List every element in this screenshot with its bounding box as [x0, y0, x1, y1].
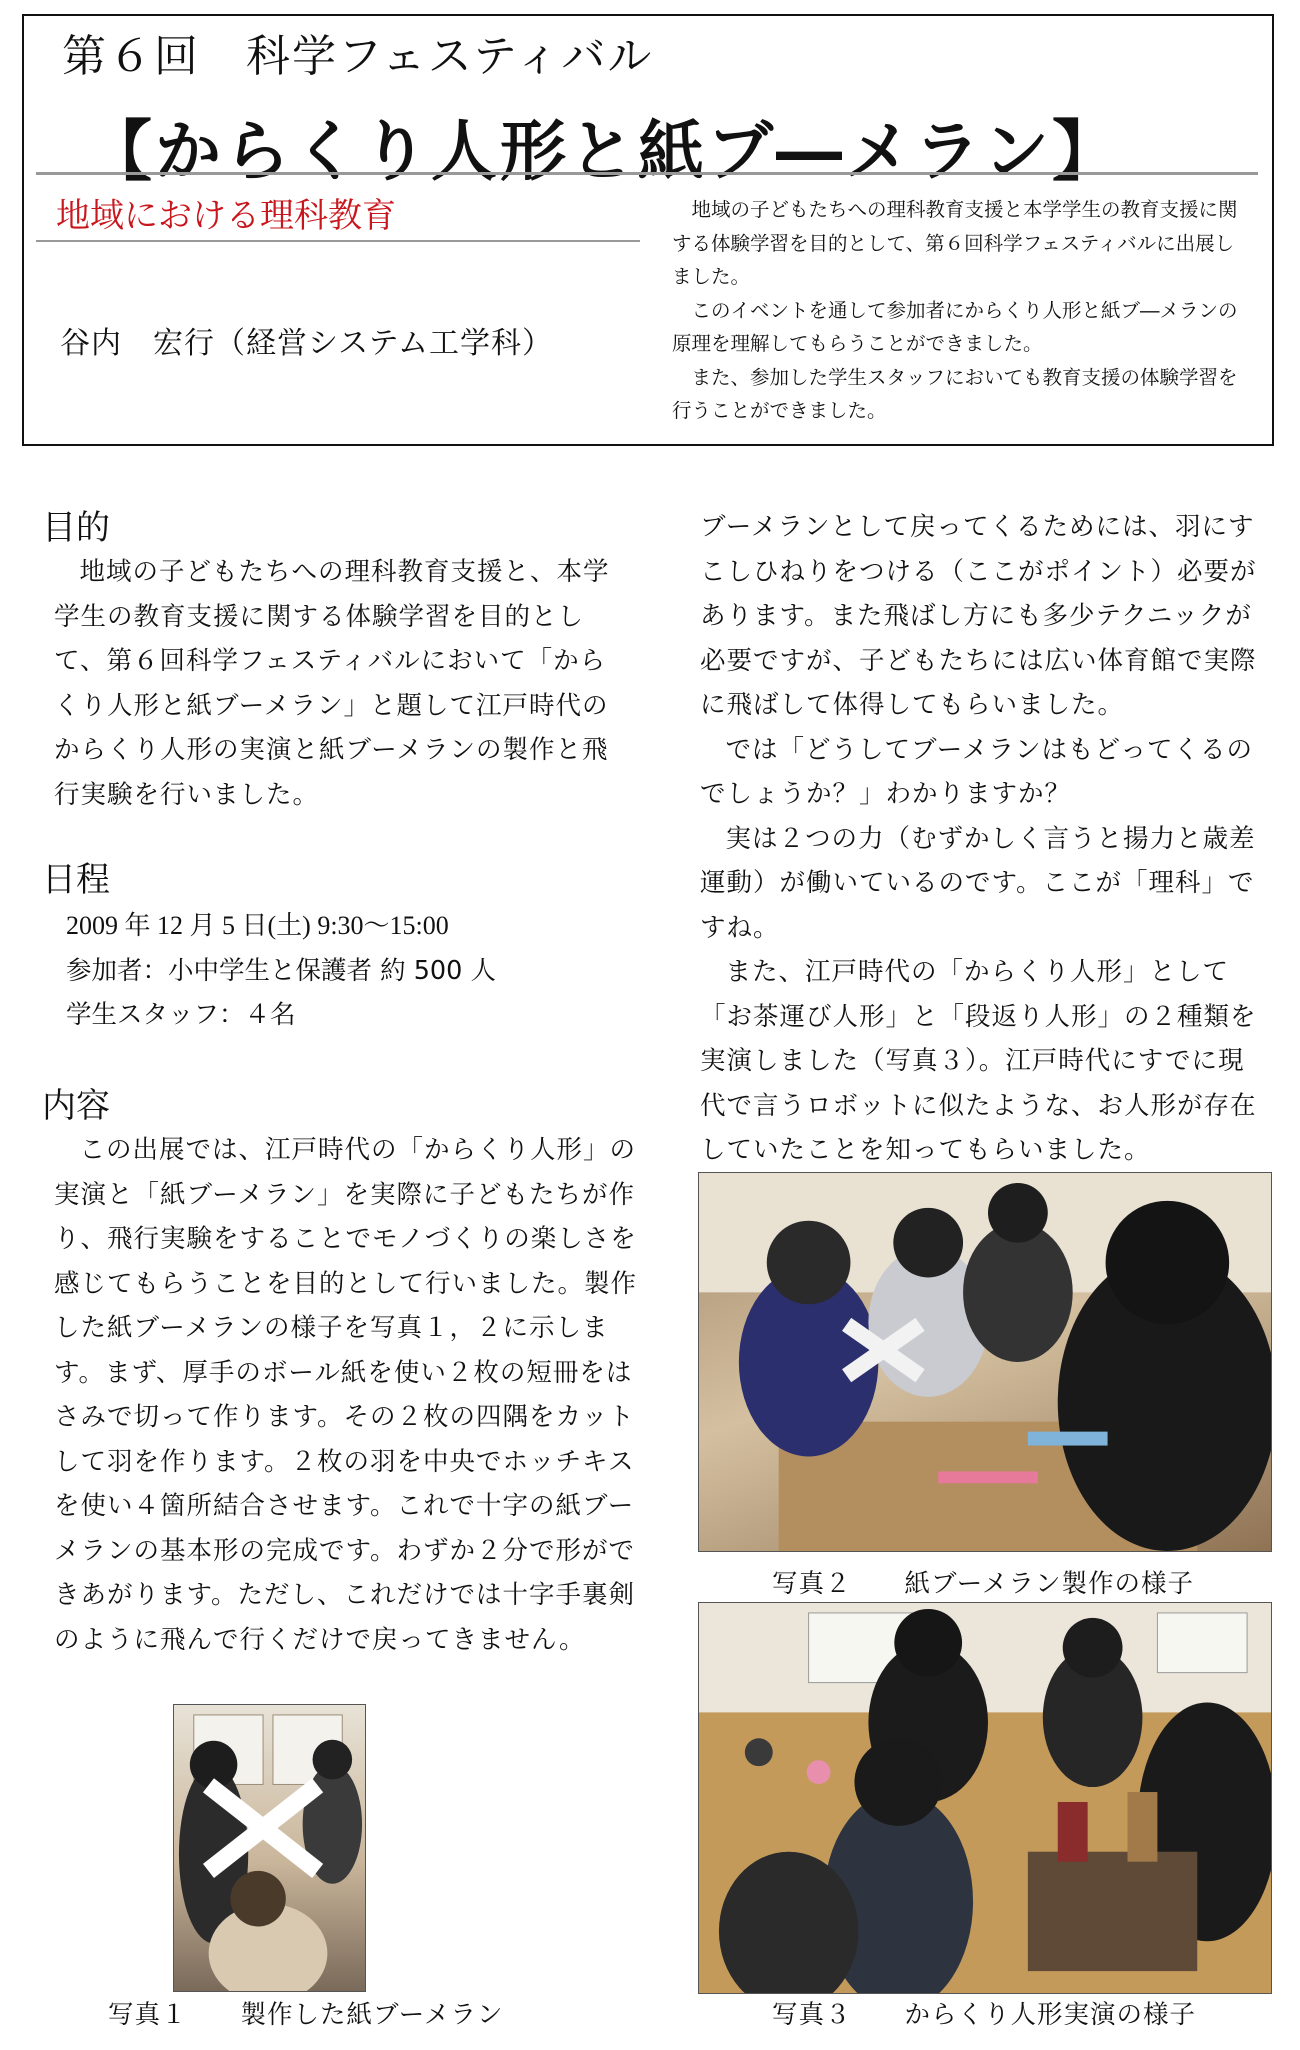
right-paragraph: 実は２つの力（むずかしく言うと揚力と歳差運動）が働いているのです。ここが「理科」ですね。 — [700, 823, 1256, 943]
content-paragraph: この出展では、江戸時代の「からくり人形」の実演と「紙ブーメラン」を実際に子どもたちが作り、飛行実験をすることでモノづくりの楽しさを感じてもらうことを目的として行いました。製作した紙ブーメランの様子を写真１，２に示します。まず、厚手のボール紙を使い２枚の短冊をはさみで切って作ります。その２枚の四隅をカットして羽を作ります。２枚の羽を中央でホッチキスを使い４箇所結合させます。これで十字の紙ブーメランの基本形の完成です。わずか２分で形ができあがります。ただし、これだけでは十字手裏剣のように飛んで行くだけで戻ってきません。 — [54, 1135, 638, 1655]
photo-3-caption: 写真３ からくり人形実演の様子 — [772, 2000, 1197, 2030]
content-heading: 内容 — [42, 1086, 110, 1126]
photo-2-caption: 写真２ 紙ブーメラン製作の様子 — [772, 1569, 1194, 1599]
author: 谷内 宏行（経営システム工学科） — [60, 326, 553, 361]
purpose-text — [54, 550, 624, 817]
right-paragraph: では「どうしてブーメランはもどってくるのでしょうか？」わかりますか？ — [700, 734, 1253, 809]
main-title: 【からくり人形と紙ブ―メラン】 — [86, 113, 1121, 190]
photo-1-paper-boomerang — [173, 1704, 366, 1992]
summary-paragraph: また、参加した学生スタッフにおいても教育支援の体験学習を行うことができました。 — [672, 365, 1238, 422]
schedule-heading: 日程 — [42, 860, 110, 900]
photo-2-boomerang-making — [698, 1172, 1272, 1552]
purpose-paragraph: 地域の子どもたちへの理科教育支援と、本学学生の教育支援に関する体験学習を目的として、第６回科学フェスティバルにおいて「からくり人形と紙ブーメラン」と題して江戸時代のからくり人形の実演と紙ブーメランの製作と飛行実験を行いました。 — [54, 557, 610, 810]
subtitle-divider — [36, 240, 640, 242]
schedule-staff: 学生スタッフ：４名 — [66, 1000, 296, 1030]
subtitle: 地域における理科教育 — [56, 196, 396, 236]
photo-1-caption: 写真１ 製作した紙ブーメラン — [108, 2000, 504, 2030]
schedule-info — [66, 904, 496, 1038]
purpose-heading: 目的 — [42, 508, 110, 548]
photo-3-karakuri-demo — [698, 1602, 1272, 1994]
right-paragraph: また、江戸時代の「からくり人形」として「お茶運び人形」と「段返り人形」の２種類を実演しました（写真３）。江戸時代にすでに現代で言うロボットに似たような、お人形が存在していたことを知ってもらいました。 — [700, 957, 1257, 1165]
schedule-date: 2009 年 12 月 5 日(土) 9:30～15:00 — [66, 911, 449, 940]
title-divider — [36, 172, 1258, 175]
summary-paragraph: 地域の子どもたちへの理科教育支援と本学学生の教育支援に関する体験学習を目的として、第６回科学フェスティバルに出展しました。 — [672, 198, 1238, 288]
schedule-participants: 参加者：小中学生と保護者 約 500 人 — [66, 955, 496, 986]
content-text — [54, 1128, 644, 1662]
event-title: 第６回 科学フェスティバル — [62, 31, 654, 82]
summary — [672, 193, 1242, 428]
right-paragraph: ブーメランとして戻ってくるためには、羽にすこしひねりをつける（ここがポイント）必要があります。また飛ばし方にも多少テクニックが必要ですが、子どもたちには広い体育館で実際に飛ばして体得してもらいました。 — [700, 512, 1257, 720]
right-column-text — [700, 505, 1270, 1173]
summary-paragraph: このイベントを通して参加者にからくり人形と紙ブ―メランの原理を理解してもらうことができました。 — [672, 298, 1238, 355]
